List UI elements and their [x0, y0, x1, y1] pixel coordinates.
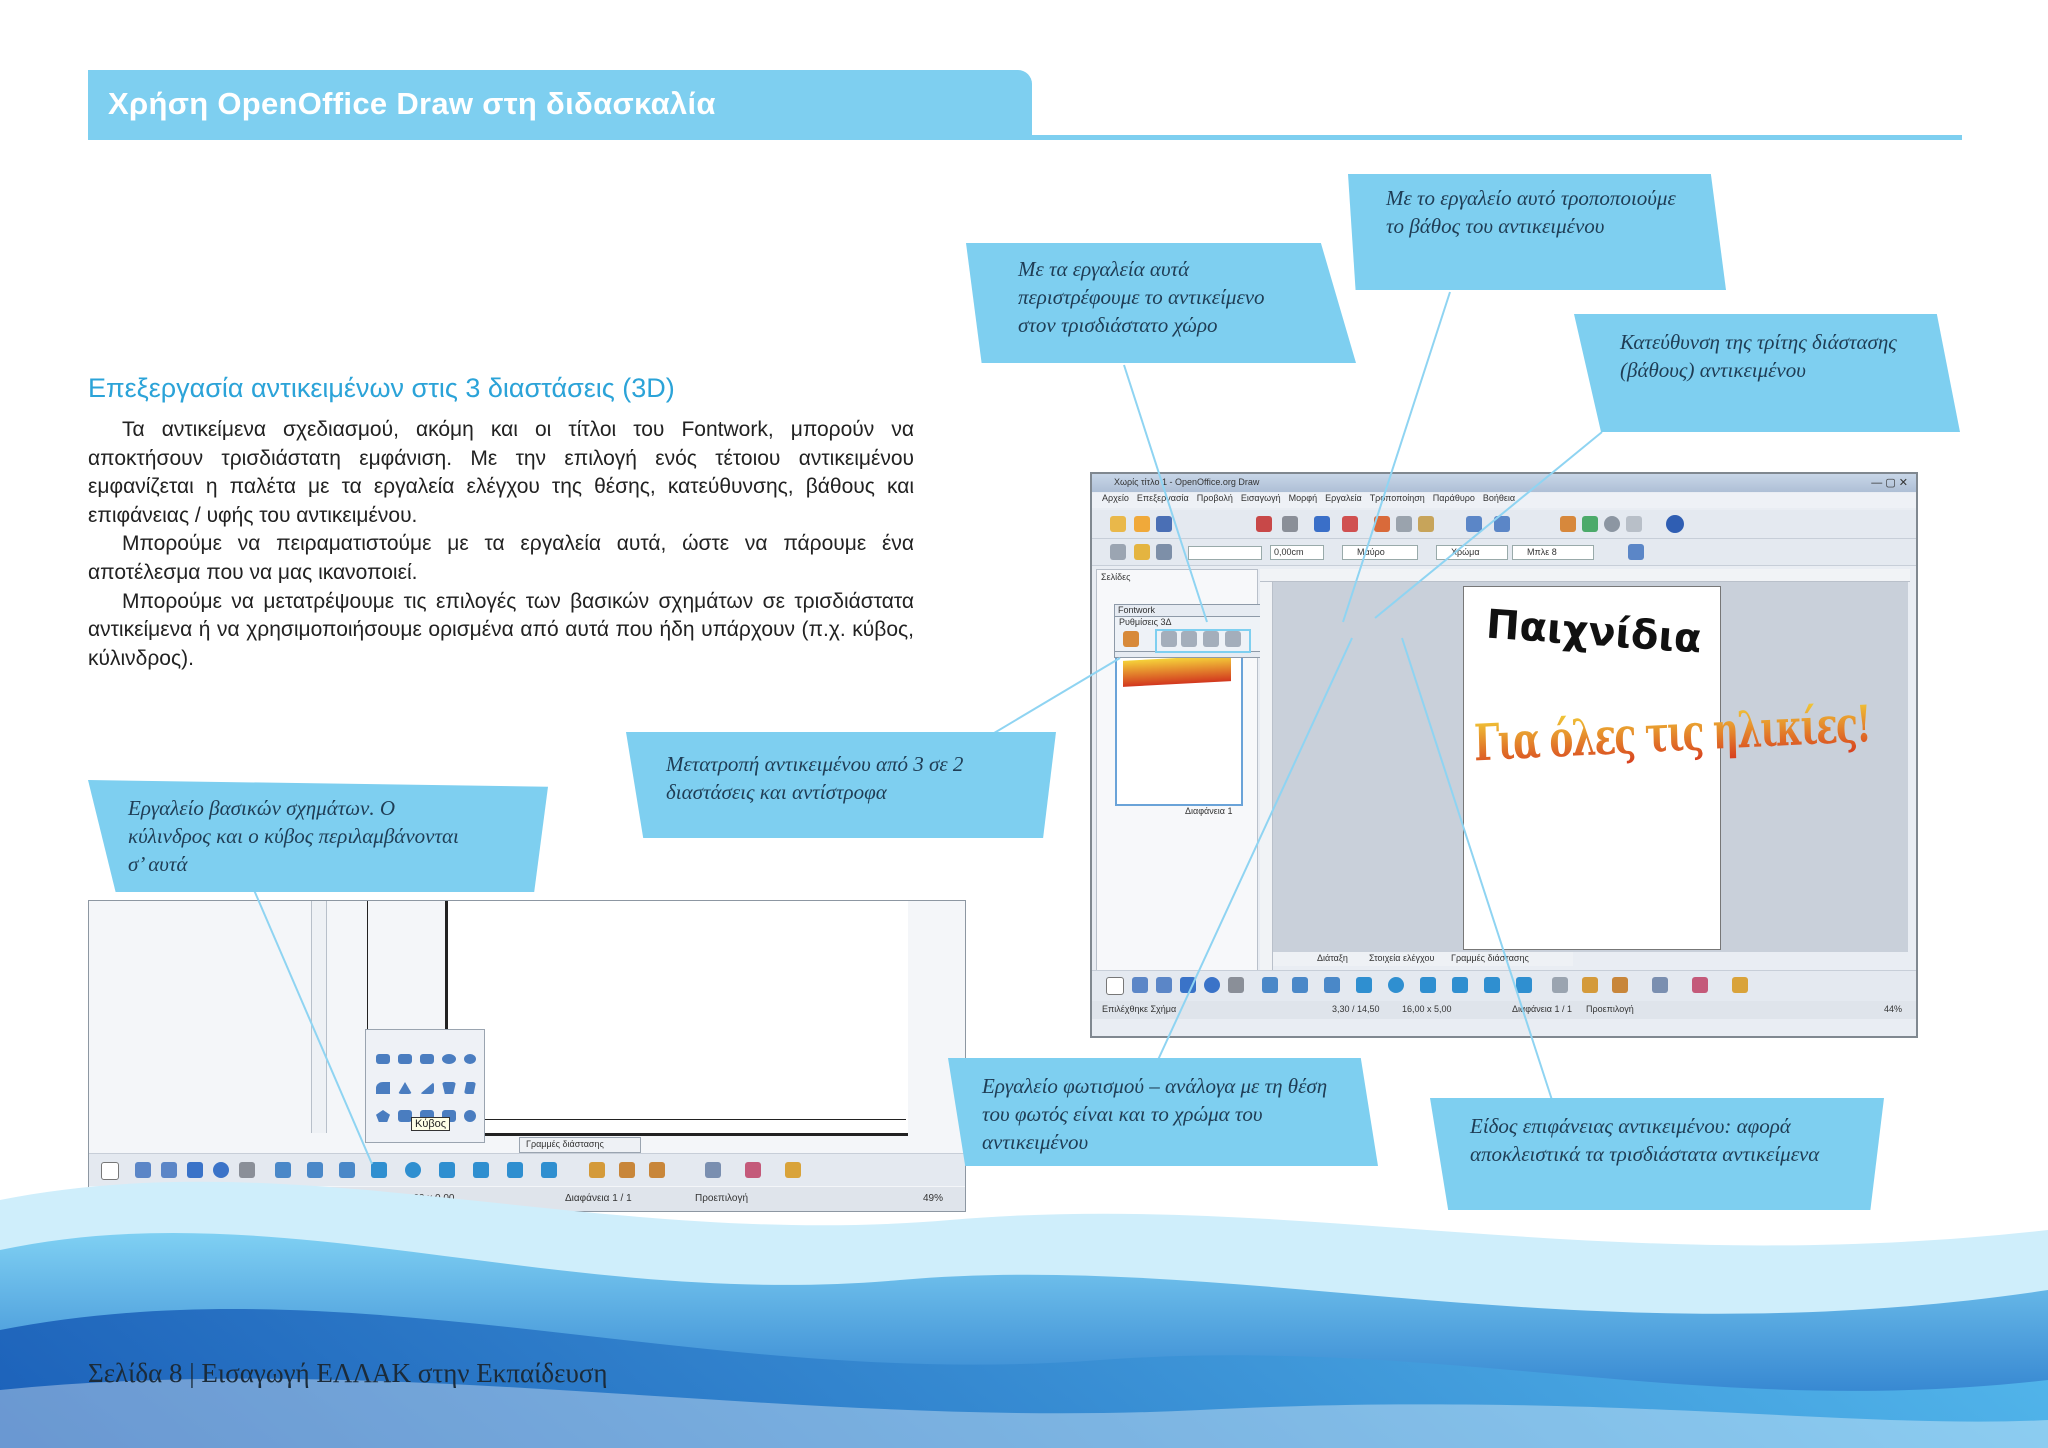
menu-bar [1092, 493, 1916, 508]
layer-tabs [1273, 952, 1573, 966]
fill-type-value: Χρώμα [1451, 547, 1480, 557]
shadow-icon[interactable] [1628, 544, 1644, 560]
select-icon[interactable] [1106, 977, 1124, 995]
tooltip: Κύβος [411, 1117, 450, 1131]
menu-modify[interactable]: Τροποποίηση [1369, 493, 1425, 503]
extrusion-icon[interactable] [1652, 977, 1668, 993]
status-zoom[interactable]: 44% [1883, 1004, 1902, 1014]
tilt-up-icon[interactable] [1181, 631, 1197, 647]
tilt-right-icon[interactable] [1225, 631, 1241, 647]
tab-dimension-lines[interactable]: Γραμμές διάστασης [1451, 953, 1529, 963]
menu-edit[interactable]: Επεξεργασία [1136, 493, 1189, 503]
drawing-toolbar [1092, 970, 1916, 1001]
parallelogram-icon[interactable] [464, 1082, 476, 1094]
callout-basic-shapes [88, 780, 548, 892]
standard-toolbar [1092, 510, 1916, 539]
callout-lighting-text: Εργαλείο φωτισμού – ανάλογα με τη θέση του φωτός είναι και το χρώμα του αντικειμένου [982, 1074, 1328, 1154]
navigator-icon[interactable] [1582, 516, 1598, 532]
header-rule [1030, 135, 1962, 140]
slide-thumbnail-label: Διαφάνεια 1 [1185, 806, 1233, 816]
menu-help[interactable]: Βοήθεια [1482, 493, 1516, 503]
flowchart-icon[interactable] [1452, 977, 1468, 993]
undo-icon[interactable] [1466, 516, 1482, 532]
points-icon[interactable] [1552, 977, 1568, 993]
callout-basic-shapes-text: Εργαλείο βασικών σχημάτων. Ο κύλινδρος και ο κύβος περιλαμβάνονται σ’ αυτά [128, 796, 459, 876]
horizontal-ruler[interactable] [1260, 569, 1910, 582]
autospell-icon[interactable] [1342, 516, 1358, 532]
vertical-ruler[interactable] [1260, 582, 1273, 970]
block-arrows-icon[interactable] [1420, 977, 1436, 993]
status-bar [1092, 1001, 1916, 1019]
fill-color-value: Μπλε 8 [1527, 547, 1557, 557]
connector-icon[interactable] [1292, 977, 1308, 993]
new-icon[interactable] [1110, 516, 1126, 532]
arrange-icon[interactable] [1732, 977, 1748, 993]
callout-convert-text: Μετατροπή αντικειμένου από 3 σε 2 διαστάσεις και αντίστροφα [666, 752, 964, 804]
symbol-shapes-icon[interactable] [1388, 977, 1404, 993]
page-header-title: Χρήση OpenOffice Draw στη διδασκαλία [108, 86, 716, 121]
callout-rotate-text: Με τα εργαλεία αυτά περιστρέφουμε το αντικείμενο στον τρισδιάστατο χώρο [1018, 257, 1265, 337]
insert-icon[interactable] [1626, 516, 1642, 532]
paste-icon[interactable] [1418, 516, 1434, 532]
arrow-style-icon[interactable] [1156, 544, 1172, 560]
status-master: Προεπιλογή [1586, 1004, 1634, 1014]
callout-convert [626, 732, 1056, 838]
body-text [88, 416, 914, 673]
drawing-page[interactable] [1463, 586, 1871, 950]
callouts-icon[interactable] [1484, 977, 1500, 993]
3d-settings-title: Ρυθμίσεις 3Δ [1119, 617, 1172, 627]
line-fill-toolbar [1092, 539, 1916, 566]
tilt-down-icon[interactable] [1161, 631, 1177, 647]
fontwork-icon[interactable] [1582, 977, 1598, 993]
right-triangle-icon[interactable] [420, 1082, 434, 1094]
pentagon-icon[interactable] [376, 1110, 390, 1122]
window-titlebar [1092, 474, 1916, 492]
triangle-shape-icon[interactable] [398, 1082, 412, 1094]
trapezoid-icon[interactable] [442, 1082, 456, 1094]
circle-shape-icon[interactable] [464, 1054, 476, 1064]
fill-bucket-icon[interactable] [1134, 544, 1150, 560]
line-color-select[interactable] [1342, 545, 1418, 560]
slides-panel-title: Σελίδες [1101, 572, 1131, 582]
from-file-icon[interactable] [1612, 977, 1628, 993]
thumbnail-fontwork [1123, 655, 1231, 687]
lines-arrows-icon[interactable] [1324, 977, 1340, 993]
callout-direction [1574, 314, 1960, 432]
page-footer: Σελίδα 8 | Εισαγωγή ΕΛΛΑΚ στην Εκπαίδευση [88, 1358, 608, 1388]
section-title: Επεξεργασία αντικειμένων στις 3 διαστάσεις (3D) [88, 373, 675, 403]
rectangle-shape-icon[interactable] [376, 1054, 390, 1064]
fill-type-select[interactable] [1436, 545, 1508, 560]
fontwork-palette-title: Fontwork [1118, 605, 1156, 615]
paragraph: Μπορούμε να μετατρέψουμε τις επιλογές των βασικών σχημάτων σε τρισδιάστατα αντικείμενα ή να χρησιμοποιήσουμε ορισμένα από αυτά που ήδη υπάρχουν (π.χ. κύβος, κύλινδρος). [88, 589, 914, 670]
basic-shapes-icon[interactable] [1356, 977, 1372, 993]
menu-tools[interactable]: Εργαλεία [1325, 493, 1362, 503]
callout-direction-text: Κατεύθυνση της τρίτης διάστασης (βάθους) αντικειμένου [1620, 330, 1897, 382]
chart-icon[interactable] [1560, 516, 1576, 532]
paragraph: Μπορούμε να πειραματιστούμε με τα εργαλεία αυτά, ώστε να πάρουμε ένα αποτέλεσμα που να μας ικανοποιεί. [88, 532, 914, 584]
callout-depth [1348, 174, 1726, 290]
callout-surface-text: Είδος επιφάνειας αντικειμένου: αφορά αποκλειστικά τα τρισδιάστατα αντικείμενα [1470, 1114, 1820, 1166]
callout-rotate [966, 243, 1356, 363]
print-icon[interactable] [1282, 516, 1298, 532]
status-size: 16,00 x 5,00 [1402, 1004, 1452, 1014]
drawing-canvas[interactable] [1273, 582, 1908, 952]
tab-controls[interactable]: Στοιχεία ελέγχου [1369, 953, 1435, 963]
redo-icon[interactable] [1494, 516, 1510, 532]
zoom-icon[interactable] [1604, 516, 1620, 532]
ellipse-shape-icon[interactable] [442, 1054, 456, 1064]
extrusion-toggle-icon[interactable] [1123, 631, 1139, 647]
status-page: Διαφάνεια 1 / 1 [1512, 1004, 1572, 1014]
save-icon[interactable] [1156, 516, 1172, 532]
help-icon[interactable] [1666, 515, 1684, 533]
rounded-rectangle-icon[interactable] [398, 1054, 412, 1064]
paragraph: Τα αντικείμενα σχεδιασμού, ακόμη και οι τίτλοι του Fontwork, μπορούν να αποκτήσουν τρισδιάστατη εμφάνιση. Με την επιλογή ενός τέτοιου αντικειμένου εμφανίζεται η παλέτα με τα εργαλεία ελέγχου της θέσης, κατεύθυνσης, βάθους και επιφάνειας / υφής του αντικειμένου. [88, 418, 914, 527]
open-icon[interactable] [1134, 516, 1150, 532]
tilt-left-icon[interactable] [1203, 631, 1219, 647]
vertical-ruler[interactable] [311, 901, 327, 1133]
menu-file[interactable]: Αρχείο [1102, 493, 1129, 503]
ellipse-icon[interactable] [1204, 977, 1220, 993]
menu-insert[interactable]: Εισαγωγή [1240, 493, 1281, 503]
stars-icon[interactable] [1516, 977, 1532, 993]
styles-icon[interactable] [1110, 544, 1126, 560]
square-shape-icon[interactable] [420, 1054, 434, 1064]
fontwork-object[interactable]: Για όλες τις ηλικίες! [1473, 694, 1871, 774]
status-position: 3,30 / 14,50 [1332, 1004, 1380, 1014]
status-selection: Επιλέχθηκε Σχήμα [1102, 1004, 1177, 1014]
tab-layout[interactable]: Διάταξη [1317, 953, 1348, 963]
text-icon[interactable] [1228, 977, 1244, 993]
arrow-line-icon[interactable] [1156, 977, 1172, 993]
copy-icon[interactable] [1396, 516, 1412, 532]
decorative-waves [0, 1130, 2048, 1448]
fill-color-select[interactable] [1512, 545, 1594, 560]
ring-icon[interactable] [464, 1110, 476, 1122]
menu-format[interactable]: Μορφή [1288, 493, 1318, 503]
status-page: Διαφάνεια 1 / 1 [565, 1193, 632, 1204]
fontwork-title[interactable]: Παιχνίδια [1484, 601, 1704, 663]
circle-pie-icon[interactable] [376, 1082, 390, 1094]
line-width-value: 0,00cm [1274, 547, 1304, 557]
menu-view[interactable]: Προβολή [1196, 493, 1233, 503]
draw-screenshot-main [1090, 472, 1918, 1038]
pdf-icon[interactable] [1256, 516, 1272, 532]
status-zoom[interactable]: 49% [922, 1193, 943, 1204]
window-title: Χωρίς τίτλο 1 - OpenOffice.org Draw [1114, 477, 1260, 487]
curve-icon[interactable] [1262, 977, 1278, 993]
line-color-value: Μαύρο [1357, 547, 1385, 557]
menu-window[interactable]: Παράθυρο [1432, 493, 1475, 503]
spellcheck-icon[interactable] [1314, 516, 1330, 532]
line-style-select[interactable] [1188, 546, 1262, 560]
line-icon[interactable] [1132, 977, 1148, 993]
line-width-field[interactable] [1270, 545, 1324, 560]
window-controls[interactable]: — ▢ ✕ [1871, 477, 1908, 489]
rectangle-icon[interactable] [1180, 977, 1196, 993]
align-icon[interactable] [1692, 977, 1708, 993]
hexagon-icon[interactable] [398, 1110, 412, 1122]
cut-icon[interactable] [1374, 516, 1390, 532]
tab-label: Γραμμές διάστασης [526, 1139, 604, 1149]
callout-depth-text: Με το εργαλείο αυτό τροποποιούμε το βάθος του αντικειμένου [1386, 186, 1676, 238]
status-master: Προεπιλογή [695, 1193, 749, 1204]
